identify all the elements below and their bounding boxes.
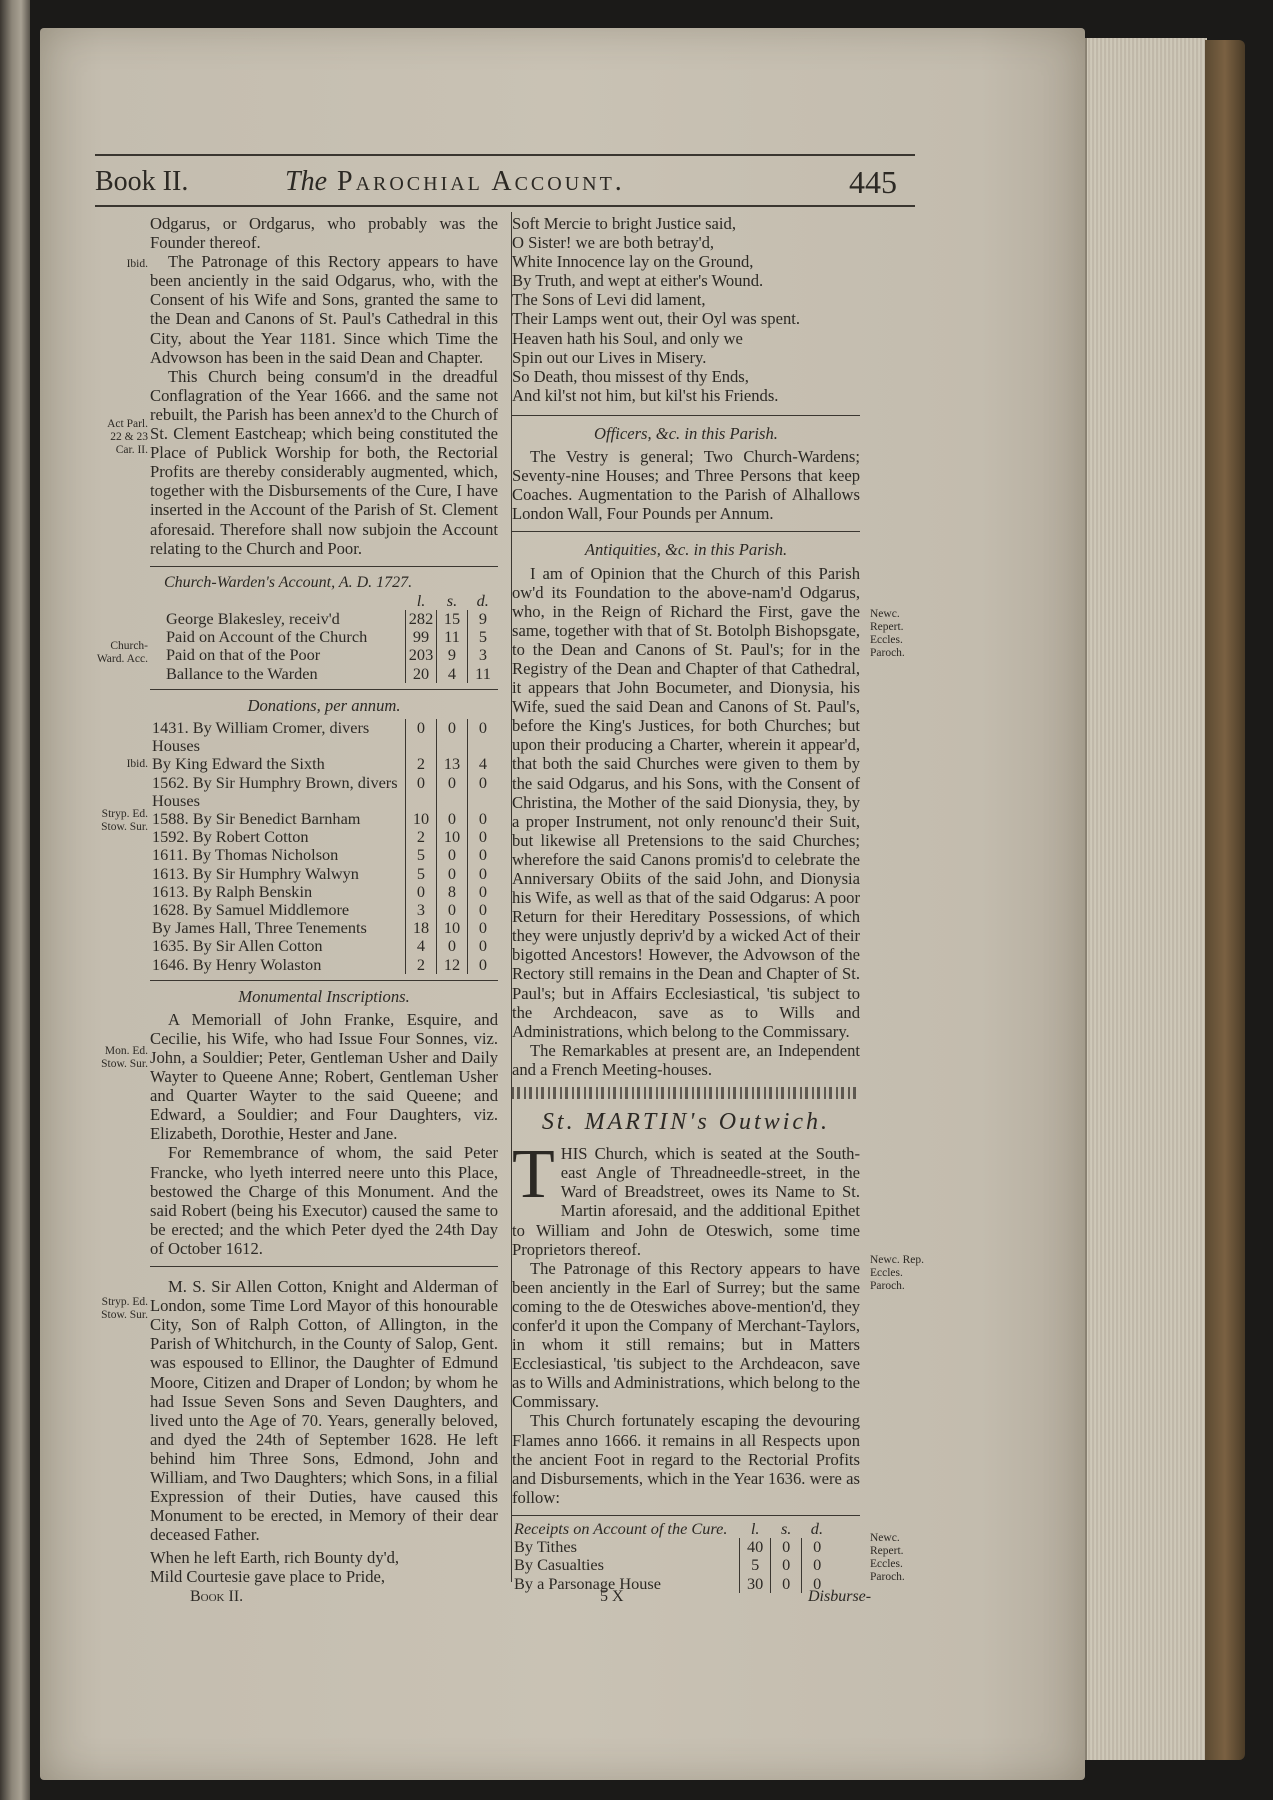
row-label: 1613. By Ralph Benskin — [152, 881, 313, 901]
pounds: 2 — [406, 755, 437, 773]
margin-note-newc-3: Newc. Repert. Eccles. Paroch. — [870, 1532, 905, 1583]
shillings: 0 — [437, 810, 468, 828]
row-label: 1562. By Sir Humphry Brown, divers Houses — [152, 772, 398, 810]
table-row — [150, 901, 498, 919]
rule — [150, 566, 498, 567]
pence: 5 — [468, 628, 499, 646]
donations-title: Donations, per annum. — [247, 695, 401, 715]
antiquities-text-2: The Remarkables at present are, an Independent and a French Meeting-houses. — [512, 1040, 860, 1079]
col-l: l. — [416, 590, 426, 610]
pounds: 5 — [406, 865, 437, 883]
table-row — [150, 865, 498, 883]
poem-line: And kil'st not him, but kil'st his Friends. — [512, 385, 779, 405]
pence: 0 — [468, 937, 499, 955]
officers-text: The Vestry is general; Two Church-Wardens; Seventy-nine Houses; and Three Persons that keep Coaches. Augmentation to the Parish of Alhallows London Wall, Four Pounds per Annum. — [512, 447, 860, 524]
monumental-title: Monumental Inscriptions. — [238, 986, 410, 1006]
shillings: 0 — [771, 1575, 802, 1593]
table-row — [150, 919, 498, 937]
poem-line: Soft Mercie to bright Justice said, — [512, 214, 736, 233]
margin-note-newc-2: Newc. Rep. Eccles. Paroch. — [870, 1254, 924, 1292]
pence: 11 — [468, 665, 499, 683]
shillings: 0 — [437, 846, 468, 864]
table-row — [150, 956, 498, 974]
margin-note-newc-1: Newc. Repert. Eccles. Paroch. — [870, 608, 905, 659]
rule — [150, 1266, 498, 1267]
table-row — [150, 883, 498, 901]
pence: 9 — [468, 610, 499, 628]
pounds: 0 — [406, 719, 437, 755]
pence: 0 — [468, 810, 499, 828]
row-label: 1628. By Samuel Middlemore — [152, 899, 350, 919]
rule — [150, 980, 498, 981]
table-row — [150, 828, 498, 846]
pounds: 5 — [740, 1556, 771, 1574]
margin-note-churchwarden: Church-Ward. Acc. — [96, 640, 148, 665]
cotton-verse — [150, 1548, 498, 1586]
churchwarden-title: Church-Warden's Account, A. D. 1727. — [164, 573, 413, 591]
row-label: 1611. By Thomas Nicholson — [152, 845, 339, 865]
signature-mark: 5 X — [600, 1588, 624, 1605]
pence: 0 — [468, 828, 499, 846]
churchwarden-col-headers — [164, 592, 498, 610]
table-row — [150, 810, 498, 828]
drop-cap: T — [512, 1136, 555, 1214]
st-martin-heading: St. MARTIN's Outwich. — [541, 1109, 831, 1136]
pounds: 0 — [406, 883, 437, 901]
st-martin-paragraph-2: The Patronage of this Rectory appears to have been anciently in the Earl of Surrey; but the same coming to the de Oteswiches above-mention'd, they confer'd it upon the Company of Merchant-Taylors, in whom it still remains; but in Matters Ecclesiastical, 'tis subject to the Archdeacon, save as to Wills and Administrations, which belong to the Commissary. — [512, 1258, 860, 1412]
col-s: s. — [446, 590, 458, 610]
margin-note-mon: Mon. Ed. Stow. Sur. — [101, 1045, 148, 1070]
poem-line: O Sister! we are both betray'd, — [512, 233, 715, 253]
header-title — [285, 166, 625, 198]
pence: 0 — [802, 1538, 833, 1556]
rule — [512, 531, 860, 532]
margin-note-act-parl: Act Parl. 22 & 23 Car. II. — [107, 418, 148, 456]
table-row — [150, 719, 498, 755]
shillings: 0 — [771, 1538, 802, 1556]
pence: 0 — [468, 956, 499, 974]
pence: 0 — [468, 846, 499, 864]
antiquities-title: Antiquities, &c. in this Parish. — [584, 540, 788, 560]
row-label: Ballance to the Warden — [166, 663, 318, 683]
pounds: 2 — [406, 828, 437, 846]
top-rule — [95, 154, 915, 156]
table-row — [164, 646, 498, 664]
row-label: By Tithes — [514, 1537, 577, 1557]
shillings: 0 — [437, 774, 468, 810]
pence: 4 — [468, 755, 499, 773]
receipts-col-headers — [512, 1520, 832, 1538]
churchwarden-table — [164, 592, 498, 683]
row-label: By Casualties — [514, 1555, 604, 1575]
shillings: 9 — [437, 646, 468, 664]
pence: 0 — [468, 919, 499, 937]
donations-table — [150, 719, 498, 974]
table-row — [512, 1538, 832, 1556]
table-row — [150, 755, 498, 773]
col-d: d. — [476, 590, 489, 610]
book-cover — [1205, 40, 1245, 1760]
shillings: 0 — [437, 719, 468, 755]
row-label: 1635. By Sir Allen Cotton — [152, 936, 323, 956]
shillings: 10 — [437, 919, 468, 937]
shillings: 8 — [437, 883, 468, 901]
left-paragraph-2: The Patronage of this Rectory appears to have been anciently in the said Odgarus, who, with the Consent of his Wife and Sons, granted the same to the Dean and Canons of St. Paul's Cathedral in this City, about the Year 1181. Since which Time the Advowson has been in the said Dean and Chapter. — [150, 252, 498, 367]
row-label: 1646. By Henry Wolaston — [152, 954, 322, 974]
pounds: 203 — [406, 646, 437, 664]
margin-note-ibid-1: Ibid. — [126, 258, 148, 270]
pounds: 282 — [406, 610, 437, 628]
table-row — [150, 774, 498, 810]
row-label: By a Parsonage House — [514, 1573, 661, 1593]
header-title-rest: Parochial Account. — [337, 166, 625, 197]
poem-line: By Truth, and wept at either's Wound. — [512, 271, 764, 291]
footer-book: Book II. — [190, 1588, 244, 1605]
pence: 0 — [802, 1575, 833, 1593]
table-row — [150, 937, 498, 955]
antiquities-text: I am of Opinion that the Church of this Parish ow'd its Foundation to the above-nam'd Odgarus, who, in the Reign of Richard the First, gave the same, together with that of St. Botolph Bishopsgate, to the Dean and Canons of St. Paul's; for in the Registry of the Dean and Chapter of that Cathedral, it appears that John Bocumeter, and Dionysia, his Wife, sued the said Dean and Canons of St. Paul's, before the King's Justices, for both Churches; but upon their producing a Charter, wherein it appear'd, that both the said Churches were given to them by the said Odgarus, and his Sons, with the Consent of Christina, the Mother of the said Dionysia, they, by a proper Instrument, not only renounc'd their Suit, but likewise all Pretensions to the said Churches; wherefore the said Canons promis'd to celebrate the Anniversary Obiits of the said John, and Dionysia his Wife, as well as that of the said Odgarus: A poor Return for their Hereditary Possessions, of which they were unjustly depriv'd by a wicked Act of their bigotted Ancestors! However, the Advowson of the Rectory still remains in the Dean and Chapter of St. Paul's; but in Affairs Ecclesiastical, 'tis subject to the Archdeacon, save as to Wills and Administrations, which belong to the Commissary. — [512, 563, 860, 1041]
pounds: 0 — [406, 774, 437, 810]
page-number: 445 — [849, 164, 897, 200]
row-label: George Blakesley, receiv'd — [166, 608, 340, 628]
shillings: 10 — [437, 828, 468, 846]
pounds: 5 — [406, 846, 437, 864]
pence: 0 — [468, 901, 499, 919]
poem — [512, 214, 860, 405]
left-paragraph-3: This Church being consum'd in the dreadful Conflagration of the Year 1666. and the same not rebuilt, the Parish has been annex'd to the Church of St. Clement Eastcheap; which being constituted the Place of Publick Worship for both, the Rectorial Profits are thereby considerably augmented, which, together with the Disbursements of the Cure, I have inserted in the Account of the Parish of St. Clement aforesaid. Therefore shall now subjoin the Account relating to the Church and Poor. — [150, 366, 498, 558]
receipts-table — [512, 1520, 832, 1593]
page-edges — [1085, 38, 1207, 1760]
col-l: l. — [750, 1518, 760, 1538]
row-label: 1613. By Sir Humphry Walwyn — [152, 863, 359, 883]
left-column — [150, 214, 498, 1587]
margin-note-stryp-1: Stryp. Ed. Stow. Sur. — [101, 808, 148, 833]
table-row — [150, 846, 498, 864]
running-header — [95, 160, 915, 206]
shillings: 4 — [437, 665, 468, 683]
header-rule — [95, 205, 915, 207]
shillings: 0 — [437, 865, 468, 883]
shillings: 0 — [437, 937, 468, 955]
right-column — [512, 214, 860, 1593]
pence: 0 — [468, 865, 499, 883]
shillings: 0 — [771, 1556, 802, 1574]
pounds: 18 — [406, 919, 437, 937]
shillings: 12 — [437, 956, 468, 974]
table-row — [512, 1575, 832, 1593]
rule — [150, 689, 498, 690]
margin-note-ibid-2: Ibid. — [126, 758, 148, 770]
col-s: s. — [780, 1518, 792, 1538]
poem-line: Their Lamps went out, their Oyl was spent. — [512, 309, 801, 329]
row-label: By James Hall, Three Tenements — [152, 918, 367, 938]
pence: 0 — [468, 719, 499, 755]
pence: 3 — [468, 646, 499, 664]
shillings: 15 — [437, 610, 468, 628]
catchword: Disburse- — [808, 1588, 872, 1605]
pounds: 2 — [406, 956, 437, 974]
table-row — [164, 610, 498, 628]
pounds: 3 — [406, 901, 437, 919]
table-row — [164, 665, 498, 683]
pounds: 40 — [740, 1538, 771, 1556]
churchwarden-account — [150, 573, 498, 683]
left-paragraph-1: Odgarus, or Ordgarus, who probably was the Founder thereof. — [150, 214, 498, 253]
poem-line: The Sons of Levi did lament, — [512, 290, 706, 310]
col-d: d. — [810, 1518, 824, 1538]
verse-line: When he left Earth, rich Bounty dy'd, — [150, 1548, 400, 1568]
shillings: 11 — [437, 628, 468, 646]
previous-page-edge — [0, 0, 30, 1800]
row-label: 1431. By William Cromer, divers Houses — [152, 717, 370, 756]
row-label: Paid on Account of the Church — [166, 627, 368, 647]
st-martin-paragraph-1: HIS Church, which is seated at the South-east Angle of Threadneedle-street, in the Ward of Breadstreet, owes its Name to St. Martin aforesaid, and the additional Epithet to William and John de Oteswich, some time Proprietors thereof. — [512, 1144, 860, 1259]
pence: 0 — [468, 883, 499, 901]
pence: 0 — [802, 1556, 833, 1574]
shillings: 0 — [437, 901, 468, 919]
row-label: Paid on that of the Poor — [166, 645, 321, 665]
rule — [512, 415, 860, 416]
rule — [512, 1515, 860, 1516]
table-row — [512, 1556, 832, 1574]
pounds: 99 — [406, 628, 437, 646]
row-label: By King Edward the Sixth — [152, 754, 325, 774]
margin-note-stryp-2: Stryp. Ed. Stow. Sur. — [101, 1296, 148, 1321]
franke-inscription: A Memoriall of John Franke, Esquire, and Cecilie, his Wife, who had Issue Four Sonnes, viz. John, a Souldier; Peter, Gentleman Usher and Daily Wayter to Queene Anne; Robert, Gentleman Usher and Quarter Wayter to the said Queene; and Edward, a Souldier; and Four Daughters, viz. Elizabeth, Dorothie, Hester and Jane. — [150, 1009, 498, 1144]
pounds: 10 — [406, 810, 437, 828]
pounds: 30 — [740, 1575, 771, 1593]
pounds: 4 — [406, 937, 437, 955]
officers-title: Officers, &c. in this Parish. — [594, 423, 778, 443]
header-book: Book II. — [95, 166, 189, 197]
verse-line: Mild Courtesie gave place to Pride, — [150, 1567, 386, 1587]
row-label: 1592. By Robert Cotton — [152, 827, 309, 847]
st-martin-paragraph-3: This Church fortunately escaping the devouring Flames anno 1666. it remains in all Respects upon the ancient Foot in regard to the Rectorial Profits and Disbursements, which in the Year 1636. were as follow: — [512, 1411, 860, 1507]
poem-line: So Death, thou missest of thy Ends, — [512, 366, 749, 386]
cotton-inscription: M. S. Sir Allen Cotton, Knight and Alderman of London, some Time Lord Mayor of this honourable City, Son of Ralph Cotton, of Allington, in the Parish of Whitchurch, in the County of Salop, Gent. was espoused to Ellinor, the Daughter of Edmund Moore, Citizen and Draper of London; by whom he had Issue Seven Sons and Seven Daughters, and lived unto the Age of 70. Years, generally beloved, and dyed the 24th of September 1628. He left behind him Three Sons, Edmond, John and William, and Two Daughters; which Sons, in a filial Expression of their Duties, have caused this Monument to be erected, in Memory of their dear deceased Father. — [150, 1277, 498, 1545]
franke-inscription-2: For Remembrance of whom, the said Peter Francke, who lyeth interred neere unto this Place, bestowed the Charge of this Monument. And the said Robert (being his Executor) caused the same to be erected; and the which Peter dyed the 24th Day of October 1612. — [150, 1143, 498, 1258]
header-title-the: The — [285, 166, 327, 197]
poem-line: White Innocence lay on the Ground, — [512, 252, 754, 272]
row-label: 1588. By Sir Benedict Barnham — [152, 808, 361, 828]
shillings: 13 — [437, 755, 468, 773]
poem-line: Heaven hath his Soul, and only we — [512, 328, 743, 348]
pounds: 20 — [406, 665, 437, 683]
poem-line: Spin out our Lives in Misery. — [512, 347, 707, 367]
receipts-title: Receipts on Account of the Cure. — [514, 1518, 728, 1538]
pence: 0 — [468, 774, 499, 810]
ornament-band — [512, 1087, 860, 1099]
table-row — [164, 628, 498, 646]
